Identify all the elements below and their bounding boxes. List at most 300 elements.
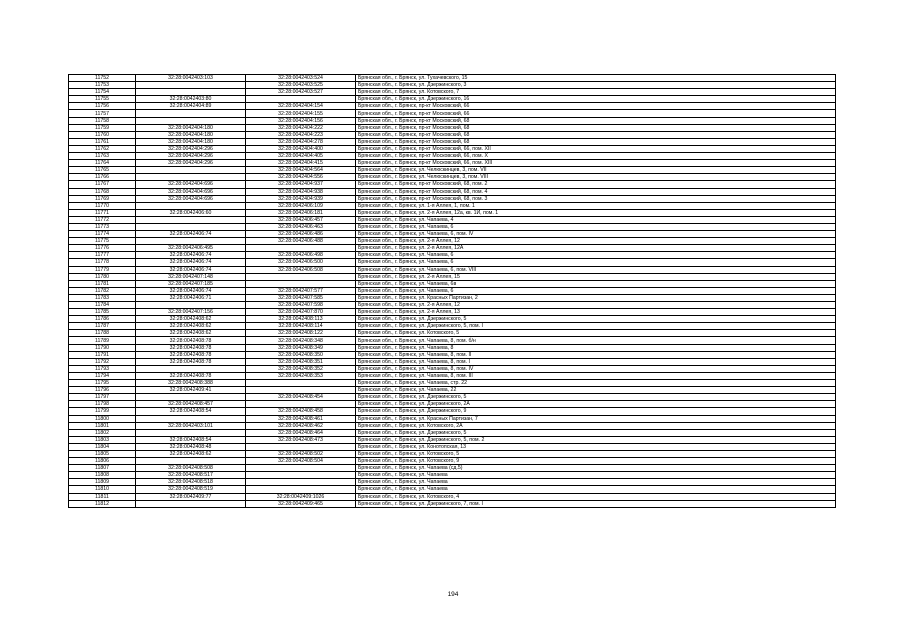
- row-number-cell: 11801: [69, 422, 136, 429]
- cadastral-number-cell: 32:28:0042408:457: [136, 401, 246, 408]
- row-number-cell: 11785: [69, 309, 136, 316]
- address-cell: Брянская обл., г. Брянск, ул. 2-я Аллея, 12: [356, 238, 836, 245]
- table-row: [69, 365, 836, 372]
- object-number-cell: 32:28:0042403:527: [246, 89, 356, 96]
- row-number-cell: 11793: [69, 365, 136, 372]
- address-cell: Брянская обл., г. Брянск, ул. Дзержинского, 5: [356, 394, 836, 401]
- cadastral-number-cell: [136, 302, 246, 309]
- row-number-cell: 11803: [69, 436, 136, 443]
- row-number-cell: 11789: [69, 337, 136, 344]
- table-row: [69, 216, 836, 223]
- object-number-cell: 32:28:0042408:122: [246, 330, 356, 337]
- address-cell: Брянская обл., г. Брянск, ул. Дзержинского, 2А: [356, 401, 836, 408]
- address-cell: Брянская обл., г. Брянск, ул. Дзержинского, 5: [356, 429, 836, 436]
- table-row: [69, 401, 836, 408]
- address-cell: Брянская обл., г. Брянск, ул. Чапаева, 8, пом. б/н: [356, 337, 836, 344]
- cadastral-number-cell: [136, 202, 246, 209]
- object-number-cell: [246, 472, 356, 479]
- object-number-cell: 32:28:0042404:154: [246, 103, 356, 110]
- object-number-cell: 32:28:0042404:938: [246, 188, 356, 195]
- table-row: [69, 294, 836, 301]
- table-row: [69, 223, 836, 230]
- address-cell: Брянская обл., г. Брянск, ул. Чапаева, 8, пом. II: [356, 351, 836, 358]
- cadastral-number-cell: 32:28:0042404:296: [136, 160, 246, 167]
- row-number-cell: 11804: [69, 443, 136, 450]
- page-number: 194: [447, 591, 459, 598]
- object-number-cell: 32:28:0042406:500: [246, 259, 356, 266]
- row-number-cell: 11791: [69, 351, 136, 358]
- cadastral-number-cell: [136, 365, 246, 372]
- address-cell: Брянская обл., г. Брянск, ул. Котовского, 9: [356, 458, 836, 465]
- row-number-cell: 11777: [69, 252, 136, 259]
- table-row: [69, 472, 836, 479]
- table-row: [69, 259, 836, 266]
- object-number-cell: 32:28:0042408:462: [246, 422, 356, 429]
- address-cell: Брянская обл., г. Брянск, ул. Дзержинского, 5: [356, 316, 836, 323]
- cadastral-number-cell: 32:28:0042408:519: [136, 486, 246, 493]
- table-row: [69, 181, 836, 188]
- cadastral-number-cell: [136, 429, 246, 436]
- address-cell: Брянская обл., г. Брянск, ул. Дзержинского, 9: [356, 408, 836, 415]
- row-number-cell: 11790: [69, 344, 136, 351]
- cadastral-number-cell: 32:28:0042406:74: [136, 266, 246, 273]
- row-number-cell: 11767: [69, 181, 136, 188]
- table-row: [69, 387, 836, 394]
- table-row: [69, 160, 836, 167]
- row-number-cell: 11770: [69, 202, 136, 209]
- cadastral-number-cell: 32:28:0042403:101: [136, 422, 246, 429]
- cadastral-number-cell: [136, 458, 246, 465]
- cadastral-number-cell: 32:28:0042406:495: [136, 245, 246, 252]
- cadastral-number-cell: 32:28:0042408:62: [136, 450, 246, 457]
- row-number-cell: 11768: [69, 188, 136, 195]
- object-number-cell: 32:28:0042404:155: [246, 110, 356, 117]
- address-cell: Брянская обл., г. Брянск, ул. Чапаева, 22: [356, 387, 836, 394]
- cadastral-number-cell: [136, 223, 246, 230]
- address-cell: Брянская обл., г. Брянск, пр-кт Московский, 66: [356, 110, 836, 117]
- table-row: [69, 202, 836, 209]
- address-cell: Брянская обл., г. Брянск, ул. 2-я Аллея, 12: [356, 302, 836, 309]
- table-row: [69, 479, 836, 486]
- cadastral-registry-table: [68, 74, 836, 508]
- address-cell: Брянская обл., г. Брянск, ул. Котовского, 5: [356, 330, 836, 337]
- table-row: [69, 89, 836, 96]
- table-row: [69, 486, 836, 493]
- cadastral-number-cell: 32:28:0042406:71: [136, 294, 246, 301]
- address-cell: Брянская обл., г. Брянск, ул. Дзержинского, 16: [356, 96, 836, 103]
- row-number-cell: 11755: [69, 96, 136, 103]
- object-number-cell: 32:28:0042407:577: [246, 287, 356, 294]
- table-row: [69, 145, 836, 152]
- cadastral-number-cell: [136, 238, 246, 245]
- row-number-cell: 11771: [69, 209, 136, 216]
- table-row: [69, 351, 836, 358]
- address-cell: Брянская обл., г. Брянск, ул. Чапаева, 8, пом. IV: [356, 365, 836, 372]
- address-cell: Брянская обл., г. Брянск, пр-кт Московский, 66, пом. XII: [356, 145, 836, 152]
- address-cell: Брянская обл., г. Брянск, ул. Чапаева: [356, 479, 836, 486]
- object-number-cell: 32:28:0042403:524: [246, 75, 356, 82]
- row-number-cell: 11780: [69, 273, 136, 280]
- cadastral-number-cell: 32:28:0042408:517: [136, 472, 246, 479]
- address-cell: Брянская обл., г. Брянск, ул. Чапаева, 6: [356, 252, 836, 259]
- object-number-cell: 32:28:0042408:464: [246, 429, 356, 436]
- address-cell: Брянская обл., г. Брянск, ул. Чапаева, 6: [356, 223, 836, 230]
- object-number-cell: 32:28:0042408:348: [246, 337, 356, 344]
- object-number-cell: 32:28:0042406:109: [246, 202, 356, 209]
- row-number-cell: 11806: [69, 458, 136, 465]
- table-row: [69, 153, 836, 160]
- cadastral-number-cell: 32:28:0042407:185: [136, 280, 246, 287]
- row-number-cell: 11778: [69, 259, 136, 266]
- cadastral-number-cell: 32:28:0042404:696: [136, 188, 246, 195]
- cadastral-number-cell: 32:28:0042408:54: [136, 436, 246, 443]
- address-cell: Брянская обл., г. Брянск, ул. Чапаева, 4: [356, 216, 836, 223]
- address-cell: Брянская обл., г. Брянск, ул. Челюскинцев, 3, пом. VIII: [356, 174, 836, 181]
- table-row: [69, 110, 836, 117]
- object-number-cell: [246, 280, 356, 287]
- object-number-cell: 32:28:0042404:400: [246, 145, 356, 152]
- table-row: [69, 465, 836, 472]
- address-cell: Брянская обл., г. Брянск, ул. 1-я Аллея, 1, пом. 1: [356, 202, 836, 209]
- row-number-cell: 11799: [69, 408, 136, 415]
- table-row: [69, 302, 836, 309]
- object-number-cell: 32:28:0042408:352: [246, 365, 356, 372]
- object-number-cell: 32:28:0042404:222: [246, 124, 356, 131]
- object-number-cell: [246, 401, 356, 408]
- table-row: [69, 174, 836, 181]
- row-number-cell: 11787: [69, 323, 136, 330]
- row-number-cell: 11781: [69, 280, 136, 287]
- cadastral-number-cell: [136, 415, 246, 422]
- row-number-cell: 11754: [69, 89, 136, 96]
- object-number-cell: [246, 96, 356, 103]
- row-number-cell: 11764: [69, 160, 136, 167]
- row-number-cell: 11792: [69, 358, 136, 365]
- cadastral-number-cell: 32:28:0042408:78: [136, 344, 246, 351]
- table-row: [69, 309, 836, 316]
- table-row: [69, 96, 836, 103]
- row-number-cell: 11810: [69, 486, 136, 493]
- table-row: [69, 75, 836, 82]
- address-cell: Брянская обл., г. Брянск, ул. Красных Партизан, 2: [356, 294, 836, 301]
- address-cell: Брянская обл., г. Брянск, ул. Дзержинского, 5, пом. 2: [356, 436, 836, 443]
- address-cell: Брянская обл., г. Брянск, ул. Челюскинцев, 3, пом. VII: [356, 167, 836, 174]
- cadastral-number-cell: 32:28:0042408:48: [136, 443, 246, 450]
- table-row: [69, 252, 836, 259]
- address-cell: Брянская обл., г. Брянск, ул. 2-я Аллея, 12А: [356, 245, 836, 252]
- address-cell: Брянская обл., г. Брянск, ул. Чапаева, 8, пом. III: [356, 372, 836, 379]
- table-row: [69, 231, 836, 238]
- cadastral-number-cell: [136, 500, 246, 507]
- address-cell: Брянская обл., г. Брянск, ул. 2-я Аллея, 13: [356, 309, 836, 316]
- address-cell: Брянская обл., г. Брянск, ул. Чапаева (сд.5): [356, 465, 836, 472]
- table-row: [69, 422, 836, 429]
- table-row: [69, 500, 836, 507]
- row-number-cell: 11807: [69, 465, 136, 472]
- row-number-cell: 11763: [69, 153, 136, 160]
- table-row: [69, 450, 836, 457]
- address-cell: Брянская обл., г. Брянск, ул. Дзержинского, 7, пом. I: [356, 500, 836, 507]
- table-row: [69, 323, 836, 330]
- cadastral-number-cell: 32:28:0042406:74: [136, 287, 246, 294]
- object-number-cell: 32:28:0042404:556: [246, 174, 356, 181]
- row-number-cell: 11788: [69, 330, 136, 337]
- address-cell: Брянская обл., г. Брянск, ул. Чапаева, 8, пом. I: [356, 358, 836, 365]
- cadastral-number-cell: 32:28:0042407:156: [136, 309, 246, 316]
- cadastral-number-cell: 32:28:0042404:180: [136, 131, 246, 138]
- address-cell: Брянская обл., г. Брянск, ул. Чапаева, 6, пом. VIII: [356, 266, 836, 273]
- object-number-cell: [246, 273, 356, 280]
- address-cell: Брянская обл., г. Брянск, ул. Тухачевского, 15: [356, 75, 836, 82]
- address-cell: Брянская обл., г. Брянск, ул. 2-я Аллея, 12а, кв. 1И, пом. 1: [356, 209, 836, 216]
- address-cell: Брянская обл., г. Брянск, пр-кт Московский, 68: [356, 138, 836, 145]
- row-number-cell: 11796: [69, 387, 136, 394]
- object-number-cell: [246, 465, 356, 472]
- address-cell: Брянская обл., г. Брянск, пр-кт Московский, 66: [356, 103, 836, 110]
- address-cell: Брянская обл., г. Брянск, ул. Конотопская, 13: [356, 443, 836, 450]
- table-row: [69, 344, 836, 351]
- table-row: [69, 245, 836, 252]
- address-cell: Брянская обл., г. Брянск, пр-кт Московский, 68, пом. 2: [356, 181, 836, 188]
- row-number-cell: 11760: [69, 131, 136, 138]
- object-number-cell: 32:28:0042409:1026: [246, 493, 356, 500]
- object-number-cell: 32:28:0042404:939: [246, 195, 356, 202]
- object-number-cell: 32:28:0042408:473: [246, 436, 356, 443]
- table-row: [69, 273, 836, 280]
- table-row: [69, 443, 836, 450]
- address-cell: Брянская обл., г. Брянск, пр-кт Московский, 68: [356, 131, 836, 138]
- cadastral-number-cell: 32:28:0042403:80: [136, 96, 246, 103]
- object-number-cell: 32:28:0042408:454: [246, 394, 356, 401]
- row-number-cell: 11759: [69, 124, 136, 131]
- address-cell: Брянская обл., г. Брянск, ул. Чапаева: [356, 486, 836, 493]
- object-number-cell: 32:28:0042407:870: [246, 309, 356, 316]
- cadastral-number-cell: 32:28:0042407:148: [136, 273, 246, 280]
- object-number-cell: 32:28:0042406:508: [246, 266, 356, 273]
- object-number-cell: 32:28:0042409:465: [246, 500, 356, 507]
- object-number-cell: 32:28:0042408:504: [246, 458, 356, 465]
- row-number-cell: 11784: [69, 302, 136, 309]
- cadastral-number-cell: 32:28:0042406:74: [136, 259, 246, 266]
- object-number-cell: 32:28:0042404:564: [246, 167, 356, 174]
- address-cell: Брянская обл., г. Брянск, ул. Котовского, 4: [356, 493, 836, 500]
- cadastral-number-cell: 32:28:0042408:388: [136, 380, 246, 387]
- table-row: [69, 436, 836, 443]
- row-number-cell: 11786: [69, 316, 136, 323]
- address-cell: Брянская обл., г. Брянск, ул. Дзержинского, 5, пом. I: [356, 323, 836, 330]
- address-cell: Брянская обл., г. Брянск, пр-кт Московский, 66, пом. X: [356, 153, 836, 160]
- row-number-cell: 11756: [69, 103, 136, 110]
- table-row: [69, 238, 836, 245]
- table-row: [69, 138, 836, 145]
- row-number-cell: 11782: [69, 287, 136, 294]
- cadastral-number-cell: 32:28:0042408:518: [136, 479, 246, 486]
- object-number-cell: [246, 380, 356, 387]
- table-row: [69, 408, 836, 415]
- row-number-cell: 11761: [69, 138, 136, 145]
- cadastral-number-cell: 32:28:0042408:508: [136, 465, 246, 472]
- cadastral-number-cell: 32:28:0042408:62: [136, 316, 246, 323]
- object-number-cell: [246, 443, 356, 450]
- cadastral-number-cell: 32:28:0042408:78: [136, 372, 246, 379]
- address-cell: Брянская обл., г. Брянск, ул. Чапаева, 6: [356, 259, 836, 266]
- cadastral-number-cell: 32:28:0042404:296: [136, 153, 246, 160]
- address-cell: Брянская обл., г. Брянск, ул. Чапаева, 6: [356, 287, 836, 294]
- table-row: [69, 124, 836, 131]
- table-row: [69, 131, 836, 138]
- cadastral-number-cell: 32:28:0042409:41: [136, 387, 246, 394]
- table-row: [69, 493, 836, 500]
- address-cell: Брянская обл., г. Брянск, ул. Дзержинского, 3: [356, 82, 836, 89]
- object-number-cell: 32:28:0042406:486: [246, 231, 356, 238]
- table-row: [69, 330, 836, 337]
- address-cell: Брянская обл., г. Брянск, ул. Котовского, 5: [356, 450, 836, 457]
- row-number-cell: 11765: [69, 167, 136, 174]
- cadastral-number-cell: 32:28:0042408:78: [136, 351, 246, 358]
- address-cell: Брянская обл., г. Брянск, ул. Котовского, 7: [356, 89, 836, 96]
- table-row: [69, 103, 836, 110]
- address-cell: Брянская обл., г. Брянск, пр-кт Московский, 68, пом. 3: [356, 195, 836, 202]
- row-number-cell: 11812: [69, 500, 136, 507]
- table-row: [69, 380, 836, 387]
- cadastral-number-cell: 32:28:0042404:180: [136, 138, 246, 145]
- row-number-cell: 11802: [69, 429, 136, 436]
- object-number-cell: 32:28:0042408:461: [246, 415, 356, 422]
- row-number-cell: 11769: [69, 195, 136, 202]
- address-cell: Брянская обл., г. Брянск, ул. 2-я Аллея, 15: [356, 273, 836, 280]
- row-number-cell: 11773: [69, 223, 136, 230]
- row-number-cell: 11766: [69, 174, 136, 181]
- object-number-cell: 32:28:0042407:598: [246, 302, 356, 309]
- row-number-cell: 11809: [69, 479, 136, 486]
- cadastral-number-cell: 32:28:0042404:180: [136, 124, 246, 131]
- object-number-cell: 32:28:0042408:349: [246, 344, 356, 351]
- cadastral-number-cell: [136, 216, 246, 223]
- row-number-cell: 11783: [69, 294, 136, 301]
- table-row: [69, 280, 836, 287]
- object-number-cell: 32:28:0042408:350: [246, 351, 356, 358]
- cadastral-number-cell: 32:28:0042406:60: [136, 209, 246, 216]
- row-number-cell: 11808: [69, 472, 136, 479]
- address-cell: Брянская обл., г. Брянск, ул. Красных Партизан, 7: [356, 415, 836, 422]
- cadastral-number-cell: [136, 110, 246, 117]
- row-number-cell: 11776: [69, 245, 136, 252]
- table-row: [69, 394, 836, 401]
- row-number-cell: 11779: [69, 266, 136, 273]
- cadastral-number-cell: 32:28:0042404:296: [136, 145, 246, 152]
- cadastral-number-cell: [136, 89, 246, 96]
- cadastral-number-cell: 32:28:0042406:74: [136, 231, 246, 238]
- cadastral-number-cell: 32:28:0042408:62: [136, 323, 246, 330]
- cadastral-number-cell: 32:28:0042404:696: [136, 195, 246, 202]
- table-row: [69, 429, 836, 436]
- address-cell: Брянская обл., г. Брянск, пр-кт Московский, 68, пом. 4: [356, 188, 836, 195]
- registry-table-body: [69, 75, 836, 508]
- object-number-cell: 32:28:0042408:114: [246, 323, 356, 330]
- row-number-cell: 11774: [69, 231, 136, 238]
- row-number-cell: 11800: [69, 415, 136, 422]
- address-cell: Брянская обл., г. Брянск, ул. Котовского, 2А: [356, 422, 836, 429]
- row-number-cell: 11775: [69, 238, 136, 245]
- address-cell: Брянская обл., г. Брянск, ул. Чапаева: [356, 472, 836, 479]
- table-row: [69, 337, 836, 344]
- object-number-cell: [246, 479, 356, 486]
- row-number-cell: 11762: [69, 145, 136, 152]
- table-row: [69, 117, 836, 124]
- table-row: [69, 358, 836, 365]
- object-number-cell: [246, 245, 356, 252]
- row-number-cell: 11794: [69, 372, 136, 379]
- cadastral-number-cell: 32:28:0042404:89: [136, 103, 246, 110]
- object-number-cell: 32:28:0042404:156: [246, 117, 356, 124]
- cadastral-number-cell: [136, 394, 246, 401]
- table-row: [69, 195, 836, 202]
- object-number-cell: 32:28:0042404:415: [246, 160, 356, 167]
- cadastral-number-cell: [136, 117, 246, 124]
- row-number-cell: 11795: [69, 380, 136, 387]
- address-cell: Брянская обл., г. Брянск, ул. Чапаева, 6, пом. IV: [356, 231, 836, 238]
- cadastral-number-cell: [136, 174, 246, 181]
- row-number-cell: 11772: [69, 216, 136, 223]
- object-number-cell: 32:28:0042406:488: [246, 238, 356, 245]
- object-number-cell: 32:28:0042404:278: [246, 138, 356, 145]
- cadastral-number-cell: 32:28:0042409:77: [136, 493, 246, 500]
- object-number-cell: 32:28:0042406:457: [246, 216, 356, 223]
- row-number-cell: 11798: [69, 401, 136, 408]
- object-number-cell: 32:28:0042406:463: [246, 223, 356, 230]
- table-row: [69, 82, 836, 89]
- object-number-cell: 32:28:0042407:585: [246, 294, 356, 301]
- address-cell: Брянская обл., г. Брянск, пр-кт Московский, 68: [356, 117, 836, 124]
- cadastral-number-cell: 32:28:0042408:54: [136, 408, 246, 415]
- table-row: [69, 316, 836, 323]
- table-row: [69, 188, 836, 195]
- table-row: [69, 209, 836, 216]
- object-number-cell: 32:28:0042404:223: [246, 131, 356, 138]
- table-row: [69, 458, 836, 465]
- table-row: [69, 287, 836, 294]
- object-number-cell: 32:28:0042403:525: [246, 82, 356, 89]
- row-number-cell: 11811: [69, 493, 136, 500]
- cadastral-number-cell: [136, 167, 246, 174]
- cadastral-number-cell: 32:28:0042408:62: [136, 330, 246, 337]
- table-row: [69, 372, 836, 379]
- row-number-cell: 11805: [69, 450, 136, 457]
- address-cell: Брянская обл., г. Брянск, пр-кт Московский, 68: [356, 124, 836, 131]
- cadastral-number-cell: 32:28:0042404:696: [136, 181, 246, 188]
- table-row: [69, 415, 836, 422]
- cadastral-number-cell: 32:28:0042408:78: [136, 358, 246, 365]
- row-number-cell: 11753: [69, 82, 136, 89]
- address-cell: Брянская обл., г. Брянск, ул. Чапаева, 8: [356, 344, 836, 351]
- cadastral-number-cell: 32:28:0042403:103: [136, 75, 246, 82]
- object-number-cell: 32:28:0042408:502: [246, 450, 356, 457]
- table-row: [69, 266, 836, 273]
- object-number-cell: 32:28:0042408:458: [246, 408, 356, 415]
- object-number-cell: 32:28:0042408:113: [246, 316, 356, 323]
- table-row: [69, 167, 836, 174]
- object-number-cell: [246, 387, 356, 394]
- cadastral-number-cell: 32:28:0042406:74: [136, 252, 246, 259]
- row-number-cell: 11752: [69, 75, 136, 82]
- cadastral-number-cell: [136, 82, 246, 89]
- cadastral-number-cell: 32:28:0042408:78: [136, 337, 246, 344]
- object-number-cell: 32:28:0042404:405: [246, 153, 356, 160]
- row-number-cell: 11757: [69, 110, 136, 117]
- object-number-cell: 32:28:0042406:181: [246, 209, 356, 216]
- object-number-cell: 32:28:0042408:353: [246, 372, 356, 379]
- object-number-cell: 32:28:0042408:351: [246, 358, 356, 365]
